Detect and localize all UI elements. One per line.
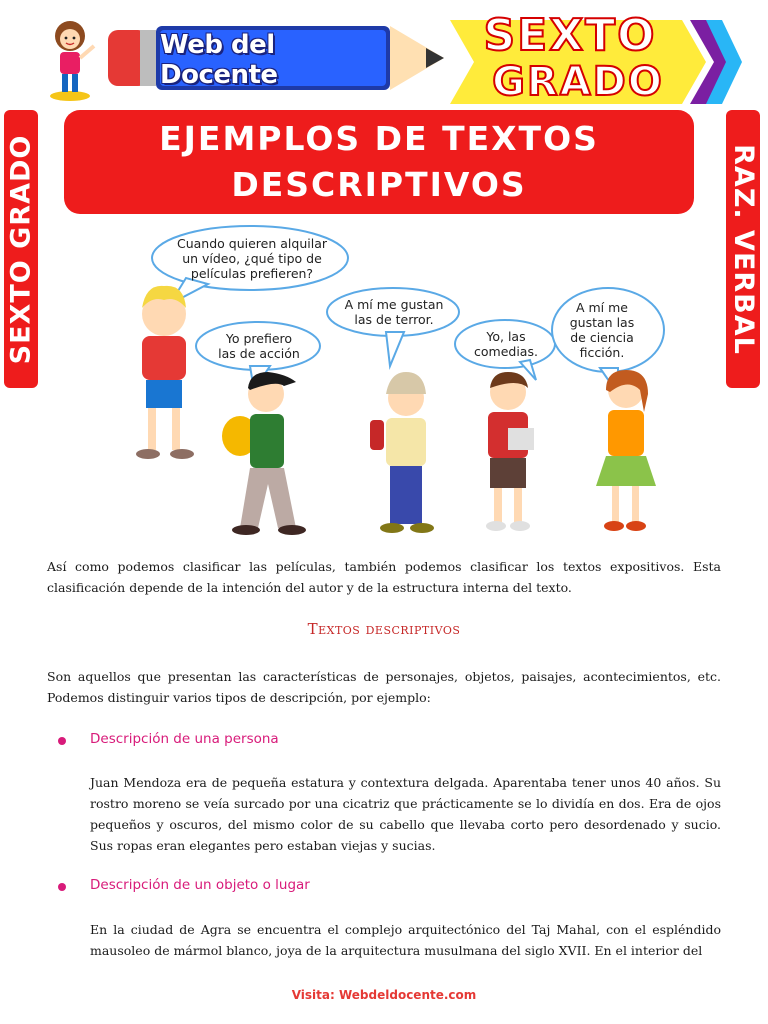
side-banner-left-text: SEXTO GRADO <box>5 134 37 364</box>
section-title: Textos descriptivos <box>307 620 461 638</box>
bullet-label-persona: Descripción de una persona <box>90 731 279 747</box>
speech-bubble-5-text: A mí me gustan las de ciencia ficción. <box>569 300 635 360</box>
footer-link[interactable]: Visita: Webdeldocente.com <box>291 988 477 1002</box>
title-banner <box>64 110 694 214</box>
child-5 <box>596 370 656 531</box>
child-4 <box>486 372 534 531</box>
child-1 <box>136 286 194 459</box>
title-line1: EJEMPLOS DE TEXTOS <box>159 119 599 158</box>
side-banner-right <box>726 110 760 388</box>
side-banner-left <box>4 110 38 388</box>
grade-line1: SEXTO <box>483 10 657 61</box>
persona-paragraph: Juan Mendoza era de pequeña estatura y contextura delgada. Aparentaba tener unos 40 años. Su rostro moreno se veía surcado por una cicatriz que prácticamente se lo dividía en dos. Era de ojos pequeños y oscuros, del mismo color de su cabello que llevaba corto pero desordenado y sucio. Sus ropas eran elegantes pero estaban viejas y sucias. <box>90 775 721 853</box>
grade-line2: GRADO <box>492 59 664 105</box>
intro-paragraph: Así como podemos clasificar las películas, también podemos clasificar los textos expositivos. Esta clasificación depende de la intención del autor y de la estructura interna del texto. <box>47 559 721 595</box>
speech-bubble-4-text: Yo, las comedias. <box>474 329 538 359</box>
objeto-paragraph: En la ciudad de Agra se encuentra el complejo arquitectónico del Taj Mahal, con el espléndido mausoleo de mármol blanco, joya de la arquitectura musulmana del siglo XVII. En el interior del <box>90 922 721 958</box>
child-3 <box>370 372 434 533</box>
definition-paragraph: Son aquellos que presentan las características de personajes, objetos, paisajes, acontecimientos, etc. Podemos distinguir varios tipos de descripción, por ejemplo: <box>47 669 721 705</box>
teacher-mascot-icon <box>40 16 100 102</box>
bullet-dot <box>58 883 66 891</box>
bullet-label-objeto: Descripción de un objeto o lugar <box>90 877 310 893</box>
logo-text: Web del Docente <box>160 30 278 90</box>
side-banner-right-text: RAZ. VERBAL <box>727 143 759 355</box>
child-2 <box>222 372 306 535</box>
title-line2: DESCRIPTIVOS <box>231 165 527 204</box>
speech-bubble-1-text: Cuando quieren alquilar un vídeo, ¿qué tipo de películas prefieren? <box>177 235 327 281</box>
speech-bubble-3-text: A mí me gustan las de terror. <box>344 297 444 327</box>
bullet-dot <box>58 737 66 745</box>
speech-bubble-2-text: Yo prefiero las de acción <box>218 331 300 361</box>
